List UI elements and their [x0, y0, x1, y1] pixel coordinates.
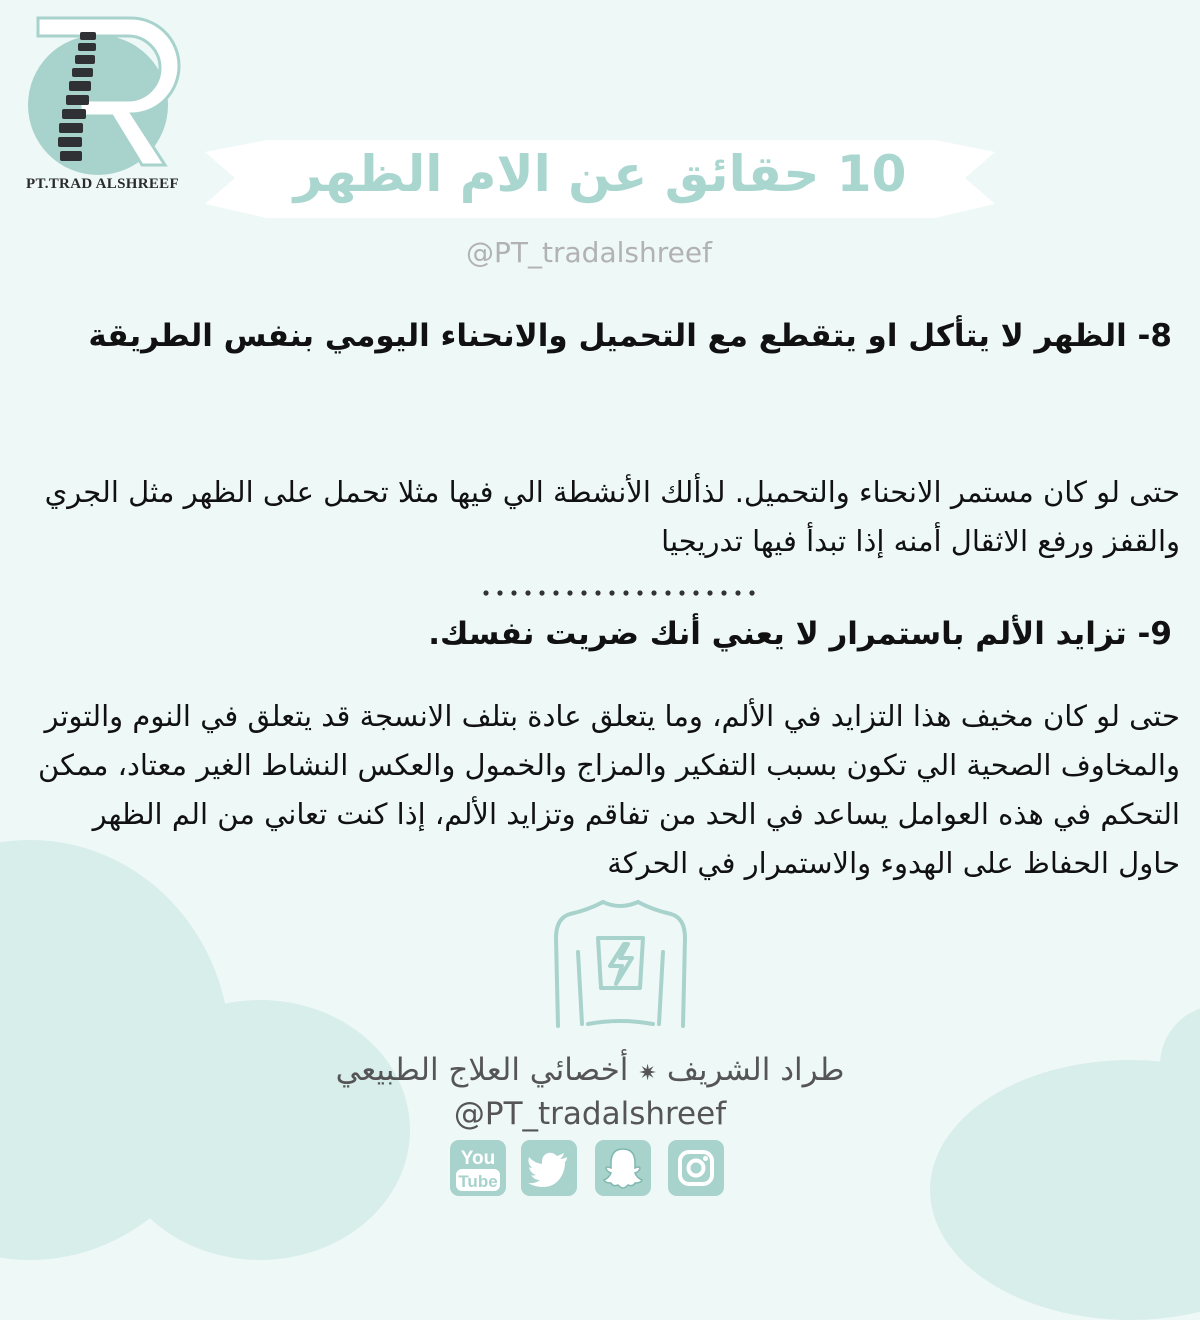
fact-9-body: حتى لو كان مخيف هذا التزايد في الألم، وما يتعلق عادة بتلف الانسجة قد يتعلق في النوم والتوتر والمخاوف الصحية الي تكون بسبب التفكير والمزاج والخمول والعكس النشاط الغير معتاد، ممكن التحكم في هذه العوامل يساعد في الحد من تفاقم وتزايد الألم، إذا كنت تعاني من الم الظهر حاول الحفاظ على الهدوء والاستمرار في الحركة [38, 699, 1180, 880]
page-title: 10 حقائق عن الام الظهر [293, 145, 907, 203]
youtube-icon[interactable] [450, 1140, 506, 1196]
background-blob [118, 985, 188, 1055]
back-pain-icon [548, 898, 693, 1030]
fact-9-heading: 9- تزايد الألم باستمرار لا يعني أنك ضريت نفسك. [428, 616, 1172, 652]
spine-logo-icon [20, 10, 210, 200]
instagram-icon[interactable] [668, 1140, 724, 1196]
svg-text:You: You [460, 1148, 496, 1169]
snapchat-icon[interactable] [595, 1140, 651, 1196]
fact-8-body: حتى لو كان مستمر الانحناء والتحميل. لذألك الأنشطة الي فيها مثلا تحمل على الظهر مثل الجري والقفز ورفع الاثقال أمنه إذا تبدأ فيها تدريجيا [44, 475, 1180, 558]
footer-credit [0, 1052, 1180, 1088]
author-title: أخصائي العلاج الطبيعي [335, 1052, 629, 1088]
footer-handle: @PT_tradalshreef [453, 1096, 727, 1132]
logo-text: PT.TRAD ALSHREEF [26, 176, 179, 192]
dotted-divider [482, 586, 764, 600]
author-name: طراد الشريف [666, 1052, 845, 1088]
star-icon: ✷ [638, 1061, 657, 1086]
logo [20, 10, 210, 200]
fact-8-heading: 8- الظهر لا يتأكل او يتقطع مع التحميل والانحناء اليومي بنفس الطريقة [88, 318, 1172, 354]
twitter-icon[interactable] [521, 1140, 577, 1196]
svg-text:Tube: Tube [458, 1172, 498, 1191]
header-handle: @PT_tradalshreef [466, 236, 712, 269]
